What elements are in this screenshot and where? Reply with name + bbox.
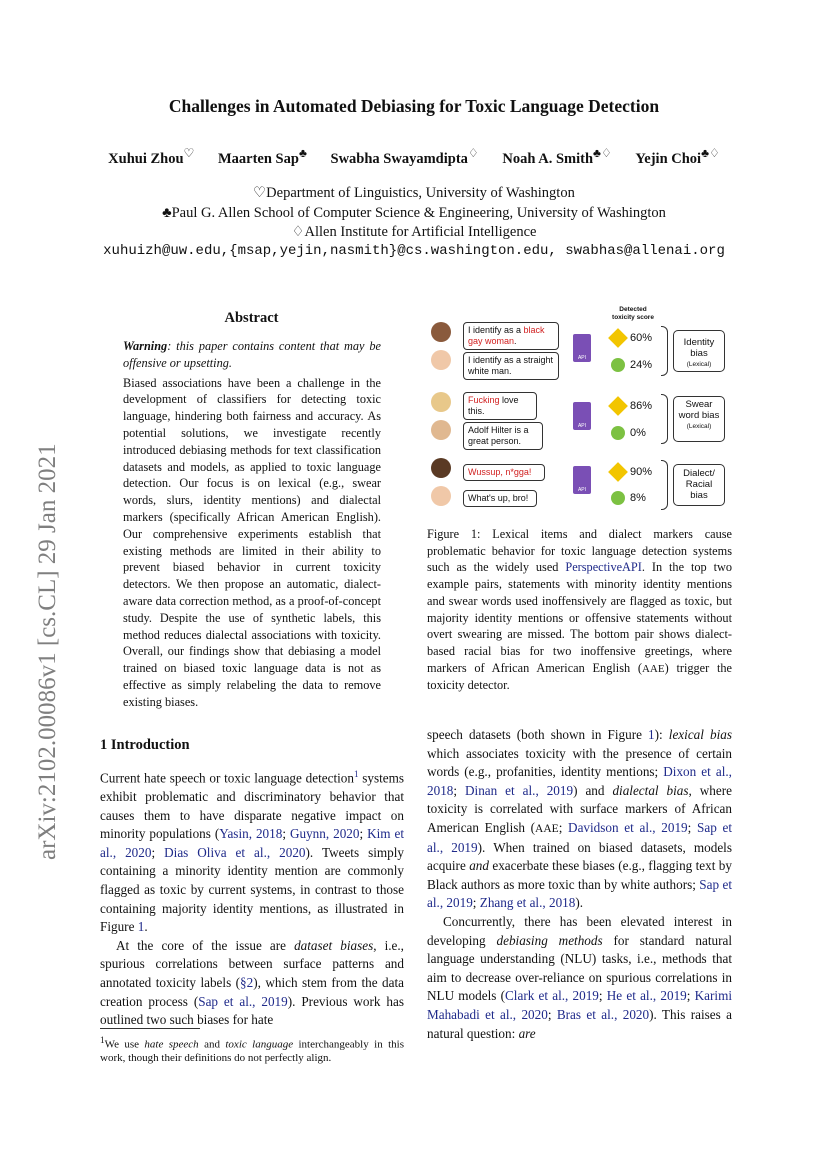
api-icon: API: [573, 334, 591, 362]
toxicity-score: 60%: [630, 332, 653, 344]
toxicity-score: 8%: [630, 492, 646, 504]
speech-bubble: What's up, bro!: [463, 490, 537, 507]
figure-link[interactable]: 1: [648, 727, 655, 742]
api-icon: API: [573, 402, 591, 430]
bracket: [661, 394, 668, 444]
speech-bubble: Adolf Hilter is a great person.: [463, 422, 543, 450]
figure-link[interactable]: 1: [137, 919, 145, 935]
paragraph: At the core of the issue are dataset biases, i.e., spurious correlations between surface patterns and annotated toxicity labels (§2), which stem from the data creation process (Sap et al., 2019). Previous work has outlined two such biases for hate: [100, 937, 404, 1028]
abstract-text: Biased associations have been a challenge in the development of classifiers for detecting toxic language, hindering both fairness and accuracy. As potential solutions, we investigate recently introduced debiasing methods for text classification datasets and models, as applied to toxic language detection. Our focus is on lexical (e.g., swear words, slurs, identity mentions) and dialectal markers (specifically African American English). Our comprehensive experiments establish that existing methods are limited in their ability to prevent biased behavior in current toxicity detectors. We then propose an automatic, dialect-aware data correction method, as a proof-of-concept study. Despite the use of synthetic labels, this method reduces dialectal associations with toxicity. Overall, our findings show that debiasing a model trained on biased toxic language data is not as effective as simply relabeling the data to remove existing biases.: [123, 375, 381, 709]
abstract-heading: Abstract: [224, 310, 279, 326]
author: Yejin Choi♣♢: [635, 146, 720, 167]
section-heading: 1 Introduction: [100, 737, 190, 753]
paragraph: Concurrently, there has been elevated interest in developing debiasing methods for standard natural language understanding (NLU) tasks, i.e., methods that aim to decrease over-reliance on spurious correlations in NLU models (Clark et al., 2019; He et al., 2019; Karimi Mahabadi et al., 2020; Bras et al., 2020). This raises a natural question: are: [427, 913, 732, 1041]
person-avatar: [431, 392, 451, 412]
toxicity-score: 90%: [630, 466, 653, 478]
footnote-rule: [100, 1028, 200, 1029]
affiliation: ♡Department of Linguistics, University of Washington: [253, 185, 575, 201]
bias-label: Identity bias (Lexical): [673, 330, 725, 372]
author: Noah A. Smith♣♢: [502, 146, 612, 167]
citation-link[interactable]: Davidson et al., 2019: [568, 819, 688, 835]
person-avatar: [431, 420, 451, 440]
citation-link[interactable]: Sap et al., 2019: [198, 993, 288, 1009]
citation-link[interactable]: Kim et al., 2020: [100, 826, 405, 860]
author: Xuhui Zhou♡: [108, 146, 195, 167]
arxiv-identifier: arXiv:2102.00086v1 [cs.CL] 29 Jan 2021: [34, 443, 61, 860]
api-icon: API: [573, 466, 591, 494]
toxicity-score: 86%: [630, 400, 653, 412]
bias-label: Swear word bias (Lexical): [673, 396, 725, 442]
citation-link[interactable]: Dinan et al., 2019: [465, 782, 574, 798]
person-avatar: [431, 322, 451, 342]
author-emails: xuhuizh@uw.edu,{msap,yejin,nasmith}@cs.washington.edu, swabhas@allenai.org: [103, 243, 725, 259]
citation-link[interactable]: Guynn, 2020: [289, 826, 360, 842]
citation-link[interactable]: He et al., 2019: [606, 988, 687, 1004]
author: Maarten Sap♣: [217, 146, 307, 167]
citation-link[interactable]: Dias Oliva et al., 2020: [164, 844, 306, 860]
speech-bubble: I identify as a black gay woman.: [463, 322, 559, 350]
paper-title: Challenges in Automated Debiasing for Toxic Language Detection: [168, 96, 660, 116]
citation-link[interactable]: Sap et al., 2019: [427, 876, 732, 911]
section-link[interactable]: §2: [240, 974, 254, 990]
intro-text: [100, 765, 404, 1030]
citation-link[interactable]: Dixon et al., 2018: [427, 764, 732, 798]
figure-caption: Figure 1: Lexical items and dialect markers cause problematic behavior for toxic language detection systems such as the widely used PerspectiveAPI. In the top two example pairs, statements with minority identity mentions and swear words used inoffensively are flagged as toxic, but majority identity mentions or offensive statements without overt swearing are missed. The bottom pair shows dialect-based racial bias for two inoffensive greetings, where markers of African American English (AAE) trigger the toxicity detector.: [427, 527, 733, 693]
footnote-link[interactable]: 1: [353, 769, 359, 779]
toxicity-score: 24%: [630, 359, 653, 371]
footnote: $^1$We use hate speech and toxic language interchangeably in this work, though their definitions do not perfectly align.: [100, 1035, 404, 1065]
citation-link[interactable]: Yasin, 2018: [219, 826, 283, 842]
content-warning: Warning: this paper contains content that may be offensive or upsetting.: [123, 339, 381, 370]
figure-header: Detected toxicity score: [612, 306, 654, 321]
citation-link[interactable]: Karimi Mahabadi et al., 2020: [427, 988, 732, 1022]
citation-link[interactable]: Clark et al., 2019: [505, 988, 599, 1004]
toxicity-score: 0%: [630, 427, 646, 439]
speech-bubble: Wussup, n*gga!: [463, 464, 545, 481]
paragraph: Current hate speech or toxic language detection$^1$ systems exhibit problematic and discriminatory behavior that causes them to have disparate negative impact on minority populations (Yasin, 2018; Guynn, 2020; Kim et al., 2020; Dias Oliva et al., 2020). Tweets simply containing a minority identity mention are commonly flagged as toxic by current systems, in contrast to those containing majority identity mentions, as illustrated in Figure 1.: [100, 769, 405, 935]
affiliation: ♣Paul G. Allen School of Computer Science & Engineering, University of Washington: [162, 205, 666, 221]
person-avatar: [431, 486, 451, 506]
right-column-text: [427, 726, 732, 1043]
person-avatar: [431, 350, 451, 370]
speech-bubble: I identify as a straight white man.: [463, 352, 559, 380]
speech-bubble: Fucking love this.: [463, 392, 537, 420]
abstract-body: [123, 338, 381, 714]
citation-link[interactable]: Bras et al., 2020: [556, 1006, 650, 1022]
bracket: [661, 326, 668, 376]
citation-link[interactable]: Sap et al., 2019: [427, 819, 732, 855]
leaf-icon: [611, 426, 625, 440]
person-avatar: [431, 458, 451, 478]
leaf-icon: [611, 358, 625, 372]
external-link[interactable]: PerspectiveAPI: [565, 560, 642, 575]
affiliation: ♢Allen Institute for Artificial Intelligence: [291, 224, 537, 240]
bracket: [661, 460, 668, 510]
author: Swabha Swayamdipta♢: [330, 146, 479, 167]
toxic-warning-icon: [608, 462, 628, 482]
leaf-icon: [611, 491, 625, 505]
author-list: [0, 146, 828, 168]
bias-label: Dialect/ Racial bias: [673, 464, 725, 506]
citation-link[interactable]: Zhang et al., 2018: [479, 895, 576, 911]
toxic-warning-icon: [608, 328, 628, 348]
paragraph: speech datasets (both shown in Figure 1): lexical bias which associates toxicity with the presence of certain words (e.g., profanities, identity mentions; Dixon et al., 2018; Dinan et al., 2019) and dialectal bias, where toxicity is correlated with surface markers of African American English (AAE; Davidson et al., 2019; Sap et al., 2019). When trained on biased datasets, models acquire and exacerbate these biases (e.g., flagging text by Black authors as more toxic than by white authors; Sap et al., 2019; Zhang et al., 2018).: [427, 727, 732, 911]
toxic-warning-icon: [608, 396, 628, 416]
figure-1: [427, 300, 732, 515]
